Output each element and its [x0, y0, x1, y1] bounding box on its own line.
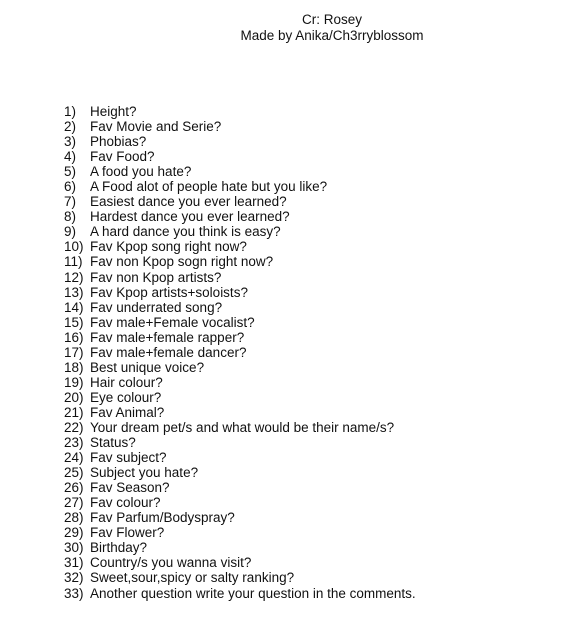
- question-list: [64, 104, 416, 601]
- list-item: [64, 164, 416, 179]
- list-item: [64, 224, 416, 239]
- list-item: [64, 405, 416, 420]
- question-number: 20): [64, 389, 84, 405]
- question-text: Fav colour?: [90, 495, 161, 511]
- question-number: 12): [64, 269, 84, 285]
- question-number: 8): [64, 209, 77, 225]
- question-text: Your dream pet/s and what would be their name/s?: [90, 419, 395, 435]
- question-number: 15): [64, 314, 84, 330]
- question-number: 1): [64, 104, 77, 119]
- question-text: Hair colour?: [90, 374, 163, 390]
- question-text: Fav Flower?: [90, 525, 165, 541]
- list-item: [64, 375, 416, 390]
- list-item: [64, 194, 416, 209]
- question-text: Birthday?: [90, 540, 148, 556]
- list-item: [64, 209, 416, 224]
- question-text: Fav Kpop song right now?: [90, 239, 247, 255]
- list-item: [64, 270, 416, 285]
- question-number: 4): [64, 149, 77, 165]
- list-item: [64, 435, 416, 450]
- list-item: [64, 285, 416, 300]
- question-number: 9): [64, 224, 77, 240]
- question-text: Fav male+female dancer?: [90, 344, 247, 360]
- question-number: 3): [64, 134, 77, 150]
- question-number: 14): [64, 299, 84, 315]
- question-text: Fav Animal?: [90, 404, 165, 420]
- list-item: [64, 179, 416, 194]
- question-text: Eye colour?: [90, 389, 162, 405]
- question-text: Easiest dance you ever learned?: [90, 194, 287, 210]
- question-number: 10): [64, 239, 84, 255]
- question-text: A hard dance you think is easy?: [90, 224, 281, 240]
- question-text: Hardest dance you ever learned?: [90, 209, 290, 225]
- list-item: [64, 104, 416, 119]
- question-number: 25): [64, 465, 84, 481]
- question-number: 2): [64, 119, 77, 135]
- question-number: 27): [64, 495, 84, 511]
- question-text: Phobias?: [90, 134, 147, 150]
- question-text: Country/s you wanna visit?: [90, 555, 252, 571]
- question-text: A Food alot of people hate but you like?: [90, 179, 328, 195]
- question-text: Another question write your question in the comments.: [90, 585, 416, 601]
- list-item: [64, 540, 416, 555]
- question-number: 29): [64, 525, 84, 541]
- question-text: Fav male+female rapper?: [90, 329, 245, 345]
- question-text: Fav non Kpop sogn right now?: [90, 254, 274, 270]
- question-number: 23): [64, 435, 84, 451]
- list-item: [64, 134, 416, 149]
- question-text: Fav Kpop artists+soloists?: [90, 284, 248, 300]
- list-item: [64, 420, 416, 435]
- question-text: Subject you hate?: [90, 465, 199, 481]
- question-number: 28): [64, 510, 84, 526]
- question-number: 32): [64, 570, 84, 586]
- list-item: [64, 345, 416, 360]
- list-item: [64, 495, 416, 510]
- question-text: A food you hate?: [90, 164, 192, 180]
- question-text: Fav underrated song?: [90, 299, 223, 315]
- question-number: 7): [64, 194, 77, 210]
- question-number: 6): [64, 179, 77, 195]
- list-item: [64, 510, 416, 525]
- list-item: [64, 239, 416, 254]
- question-number: 33): [64, 585, 84, 601]
- list-item: [64, 149, 416, 164]
- question-number: 22): [64, 419, 84, 435]
- question-number: 26): [64, 480, 84, 496]
- list-item: [64, 390, 416, 405]
- question-number: 13): [64, 284, 84, 300]
- question-number: 5): [64, 164, 77, 180]
- question-text: Height?: [90, 104, 137, 119]
- list-item: [64, 555, 416, 570]
- list-item: [64, 570, 416, 585]
- list-item: [64, 315, 416, 330]
- question-number: 17): [64, 344, 84, 360]
- question-text: Sweet,sour,spicy or salty ranking?: [90, 570, 295, 586]
- list-item: [64, 300, 416, 315]
- question-text: Best unique voice?: [90, 359, 205, 375]
- question-number: 31): [64, 555, 84, 571]
- question-number: 21): [64, 404, 84, 420]
- question-text: Fav non Kpop artists?: [90, 269, 222, 285]
- question-text: Fav Movie and Serie?: [90, 119, 222, 135]
- question-text: Fav Parfum/Bodyspray?: [90, 510, 235, 526]
- question-number: 16): [64, 329, 84, 345]
- question-text: Fav subject?: [90, 450, 167, 466]
- document-header: [0, 12, 567, 44]
- list-item: [64, 525, 416, 540]
- question-number: 30): [64, 540, 84, 556]
- credit-line: Cr: Rosey: [301, 12, 362, 27]
- question-number: 11): [64, 254, 83, 270]
- list-item: [64, 586, 416, 601]
- question-number: 19): [64, 374, 84, 390]
- list-item: [64, 119, 416, 134]
- list-item: [64, 450, 416, 465]
- list-item: [64, 360, 416, 375]
- list-item: [64, 480, 416, 495]
- author-line: Made by Anika/Ch3rryblossom: [240, 28, 424, 43]
- question-text: Fav male+Female vocalist?: [90, 314, 255, 330]
- question-text: Status?: [90, 435, 136, 451]
- list-item: [64, 254, 416, 269]
- question-number: 24): [64, 450, 84, 466]
- question-text: Fav Season?: [90, 480, 170, 496]
- list-item: [64, 330, 416, 345]
- list-item: [64, 465, 416, 480]
- question-number: 18): [64, 359, 84, 375]
- question-text: Fav Food?: [90, 149, 155, 165]
